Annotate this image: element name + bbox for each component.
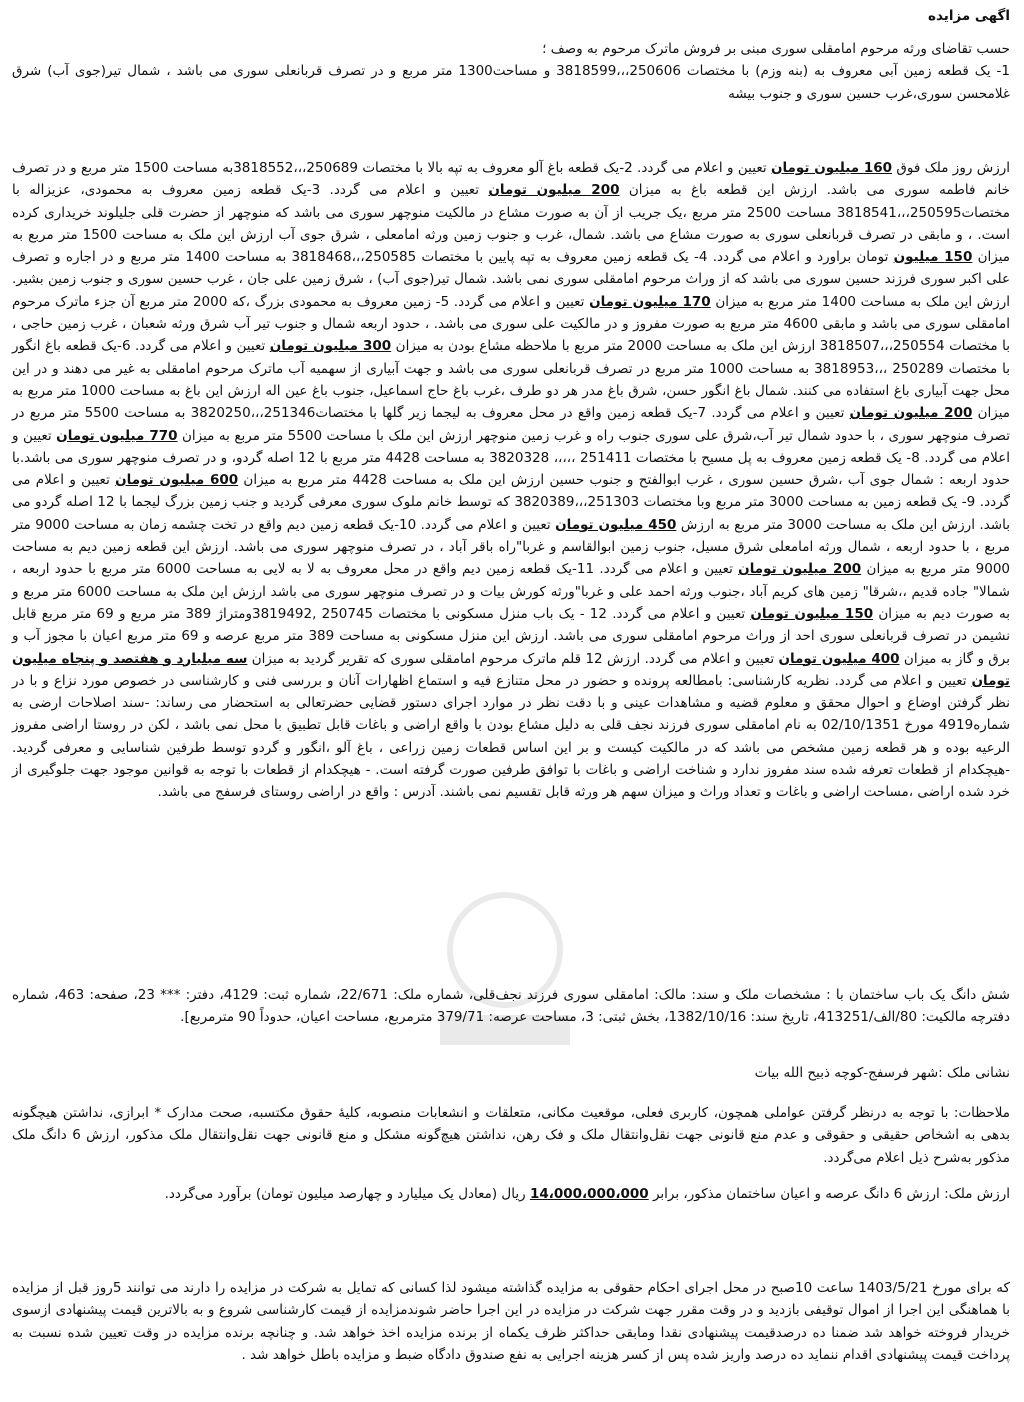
text-seg: تعیین و اعلام می گردد. ارزش 12 قلم ماترک مرحوم امامقلی سوری که تقریر گردید به میزان — [247, 650, 779, 667]
value-item-10: 200 میلیون تومان — [738, 561, 862, 578]
properties-paragraph — [12, 157, 1010, 804]
text-seg: تعیین و اعلام می گردد. 12 - یک باب منزل مسکونی با مختصات 250745 ,3819492ومتراژ 389 متر مربع و 69 متر مربع قابل نشیمن در تصرف قربانعلی سوری احد از وراث مرحوم امامقلی سوری می باشد. ارزش این منزل مسکونی به مساحت 389 متر مربع عرصه و 69 متر مربع اعیان با مجوز آب و برق و گاز به میزان — [12, 605, 1010, 667]
text-seg: تعیین و اعلام می گردد. 11-یک قطعه زمین دیم واقع در محل معروف به لا به لایی به مساحت 6000 متر مربع با حدود اربعه ، شمالا" جاده قدیم ،،شرقا" زمین های کریم آباد ،جنوب ورثه احمد علی و غربا"ورثه کورش بیات و در تصرف منوچهر سوری می باشد ارزش این ملک به مساحت 6000 متر مربع و به صورت دیم به میزان — [12, 561, 1010, 622]
intro-paragraph — [12, 38, 1010, 105]
text-seg: تعیین و اعلام می گردد. 3-یک قطعه زمین معروف به محمودی، عزیزاله با مختصات250595،،،3818541 مساحت 2500 متر مربع ،یک جریب از آن به صورت مشاع در مالکیت منوچهر سوری می باشد که منوچهر از حضرت قلی جلیلوند خریداری کرده است. ، و مابقی در تصرف قربانعلی سوری به صورت مشاع می باشد. شمال، غرب و جنوب زمین ورثه امامعلی ، شرق جوی آب ارزش این ملک به مساحت 1500 متر مربع به میزان — [12, 182, 1011, 266]
text-seg: تعیین و اعلام می گردد. 8- یک قطعه زمین معروف به پل مسیح با مختصات 251411 ،،،،، 3820328 به مساحت 4428 متر مربع با 12 اصله گردو، و در تصرف منوچهر سوری می باشد.با حدود اربعه : شمال جوی آب ،شرق حسین سوری ، غرب ابوالفتح و جنوب حسین ارزش این ملک به مساحت 4428 متر مربع به میزان — [12, 427, 1011, 489]
auction-terms-paragraph: که برای مورخ 1403/5/21 ساعت 10صبح در محل اجرای احکام حقوقی به مزایده گذاشته میشود لذا کسانی که تمایل به شرکت در مزایده را دارند می توانند 5روز قبل از مزایده با هماهنگی این اجرا از اموال توقیفی بازدید و در وقت مقرر جهت شرکت در مزایده در این اجرا حاضر شوندمزایده از قیمت کارشناسی شروع و به بالاترین قیمت پیشنهادی ازسوی خریدار فروخته خواهد شد ضمنا ده درصدقیمت پیشنهادی نقدا ومابقی حداکثر ظرف یکماه از برنده مزایده اخذ خواهد شد. و چنانچه برنده مزایده در وقت تعیین شده نسبت به پرداخت قیمت پیشنهادی اقدام ننماید ده درصد واریز شده پس از کسر هزینه اجرایی به نفع صندوق دادگاه ضبط و مزایده باطل خواهد شد . — [12, 1280, 1010, 1363]
text-seg: تعیین و اعلام می گردد. نظریه کارشناسی: بامطالعه پرونده و حضور در محل متنازع فیه و استماع اظهارات آنان و بررسی فنی و کارشناسی در خصوص مورد نزاع و با در نظر گرفتن اوضاع و احوال محقق و معلوم قضیه و مشاهدات عینی و با دقت نظر در موارد اجرای دستور قضایی حضرتعالی به استحضار می رساند: -سند اصلاحات ارضی به شماره4919 مورخ 02/10/1351 به نام امامقلی سوری فرزند نجف قلی به دلیل مشاع بودن با واقع اراضی و باغات قابل تطبیق با محل نمی باشد ، لکن در روستا اراضی مفروز الرعیه بوده و هر قطعه زمین مشخص می باشد که در مالکیت کیست و بر این اساس قطعات زمین زراعی ، باغ آلو ،انگور و گردو توسط طرفین شناسایی و معرفی گردید. -هیچکدام از قطعات تعرفه شده سند مفروز ندارد و شناخت اراضی و باغات با توافق طرفین صورت گرفته است. - هیچکدام از قطعات با توجه به قوانین موجود جهت جلوگیری از خرد شده اراضی ،مساحت اراضی و باغات و تعداد وراث و میزان سهم هر ورثه قابل تقسیم نمی باشند. آدرس : واقع در اراضی روستای فرسفج می باشد. — [12, 672, 1011, 801]
text-seg: ارزش ملک: ارزش 6 دانگ عرصه و اعیان ساختمان مذکور، برابر — [648, 1186, 1010, 1202]
text-seg: تومان براورد و اعلام می گردد. 4- یک قطعه زمین معروف به تپه پایین با مختصات 250585،،،3818468 به مساحت 1400 متر مربع و در اجاره و تصرف علی اکبر سوری فرزند حسین سوری می باشد که از وراث مرحوم امامقلی سوری نمی باشد. شمال تیر(جوی آب) ، شرق زمین علی جان ، غرب حسین سوری و جنوب زمین بشیر. ارزش این ملک به مساحت 1400 متر مربع به میزان — [12, 249, 1010, 310]
value-item-1: 160 میلیون تومان — [770, 160, 893, 176]
value-item-11: 150 میلیون تومان — [750, 605, 874, 622]
total-value: سه میلیارد و هفتصد و پنجاه میلیون تومان — [12, 650, 1010, 689]
notice-title: اگهی مزایده — [928, 8, 1010, 24]
value-item-8: 600 میلیون تومان — [115, 472, 239, 489]
text-seg: تعیین و اعلام می گردد. 6-یک قطعه باغ انگور با مختصات 250289 ،،،3818953 به مساحت 1000 متر مربع در تصرف قربانعلی سوری می باشد و جهت آبیاری از سهمیه آب ماترک مرحوم امامقلی به غیر می دهند و در این محل جهت آبیاری باغ استفاده می کنند. شمال باغ انگور حسن، شرق باغ مدر هر دو طرف ،غرب باغ حاج اسماعیل، جنوب باغ عین اله ارزش این باغ به مساحت 1000 متر مربع به میزان — [12, 338, 1010, 422]
text-seg: تعیین و اعلام می گردد. 2-یک قطعه باغ آلو معروف به تپه بالا با مختصات 250689،،،3818552به مساحت 1500 متر مربع و در تصرف خانم فاطمه سوری می باشد. ارزش این قطعه باغ به میزان — [12, 160, 1010, 199]
text-seg: ارزش روز ملک فوق — [892, 160, 1010, 176]
text-seg: تعیین و اعلام می گردد. 10-یک قطعه زمین دیم واقع در تخت چشمه زمان به مساحت 9000 متر مربع ، با حدود اربعه ، شمال ورثه امامعلی شرق مسیل، جنوب زمین ابوالقاسم و غربا"راه باقر آباد ، در تصرف منوچهر سوری می باشد. ارزش این قطعه زمین دیم به مساحت 9000 متر مربع به میزان — [12, 516, 1011, 578]
value-item-9: 450 میلیون تومان — [555, 516, 677, 533]
value-item-6: 200 میلیون تومان — [849, 405, 973, 422]
value-item-2: 200 میلیون تومان — [488, 182, 620, 199]
watermark-shape — [380, 880, 630, 1060]
intro-line-1: حسب تقاضای ورثه مرحوم امامقلی سوری مبنی بر فروش ماترک مرحوم به وصف ؛ — [542, 41, 1010, 57]
text-seg: تعیین و اعلام می گردد. 5- زمین معروف به محمودی بزرگ ،که 2000 متر مربع آن جزء ماترک مرحوم امامقلی سوری می باشد و مابقی 4600 متر مربع به صورت مفروز و در مالکیت علی سوری می باشد. ، حدود اربعه شمال و جنوب تیر آب شرق ورثه شعبان ، غرب زمین حاجی ، با مختصات 250554،،،3818507 ارزش این ملک به مساحت 2000 متر مربع با ملاحظه مشاع بودن به میزان — [12, 293, 1010, 355]
text-seg: تعیین و اعلام می گردد. 7-یک قطعه زمین واقع در محل معروف به لیجما زیر گلها با مختصات251346،،،3820250 به مساحت 5500 متر مربع در تصرف منوچهر سوری ، با حدود شمال تیر آب،شرق علی سوری جنوب راه و غرب زمین منوچهر ارزش این ملک با مساحت 5500 متر مربع به میزان — [12, 405, 1011, 444]
value-item-7: 770 میلیون تومان — [56, 427, 178, 444]
intro-item-1: 1- یک قطعه زمین آبی معروف به (بنه وزم) با مختصات 250606،،،3818599 و مساحت1300 متر مربع و در تصرف قربانعلی سوری می باشد ، شمال تیر(جوی آب) شرق غلامحسن سوری،غرب حسین سوری و جنوب بیشه — [12, 63, 1010, 102]
value-item-3: 150 میلیون — [893, 249, 973, 266]
value-item-5: 300 میلیون تومان — [269, 338, 392, 355]
value-item-4: 170 میلیون تومان — [589, 293, 711, 310]
watermark-logo — [380, 880, 630, 1060]
value-item-12: 400 میلیون تومان — [778, 650, 900, 667]
text-seg: ریال (معادل یک میلیارد و چهارصد میلیون تومان) برآورد می‌گردد. — [164, 1186, 530, 1202]
text-seg: تعیین و اعلام می گردد. 9- یک قطعه زمین به مساحت 3000 متر مربع وبا مختصات 251303،،،3820389 که توسط خانم ملوک سوری معرفی گردید و جنب زمین بزرگ لیجما با 12 اصله گردو می باشد. ارزش این ملک به مساحت 3000 متر مربع به ارزش — [12, 472, 1010, 533]
owner-details: شش دانگ یک باب ساختمان با : مشخصات ملک و سند: مالک: امامقلی سوری فرزند نجف‌قلی، شماره ملک: 22/671، شماره ثبت: 4129، دفتر: *** 23، صفحه: 463، شماره دفترچه مالکیت: 80/الف/413251، تاریخ سند: 1382/10/16، بخش ثبتی: 3، مساحت عرصه: 379/71 مترمربع، مساحت اعیان، حدوداً 90 مترمربع]. — [12, 987, 1010, 1026]
property-value-paragraph — [12, 1183, 1010, 1205]
value-rials: 14،000،000،000 — [529, 1186, 649, 1202]
remarks-paragraph: ملاحظات: با توجه به درنظر گرفتن عواملی همچون، کاربری فعلی، موقعیت مکانی، متعلقات و انشعابات منصوبه، کلیۀ حقوق مکتسبه، صحت مدارک * ابرازی، نداشتن هیچگونه بدهی به اشخاص حقیقی و حقوقی و عدم منع قانونی جهت نقل‌وانتقال ملک و فک رهن، نداشتن هیچ‌گونه مشکل و منع قانونی جهت نقل‌وانتقال ملک مذکور، ارزش 6 دانگ ملک مذکور به‌شرح ذیل اعلام می‌گردد. — [12, 1105, 1010, 1166]
property-address: نشانی ملک :شهر فرسفج-کوچه ذبیح الله بیات — [754, 1065, 1010, 1081]
